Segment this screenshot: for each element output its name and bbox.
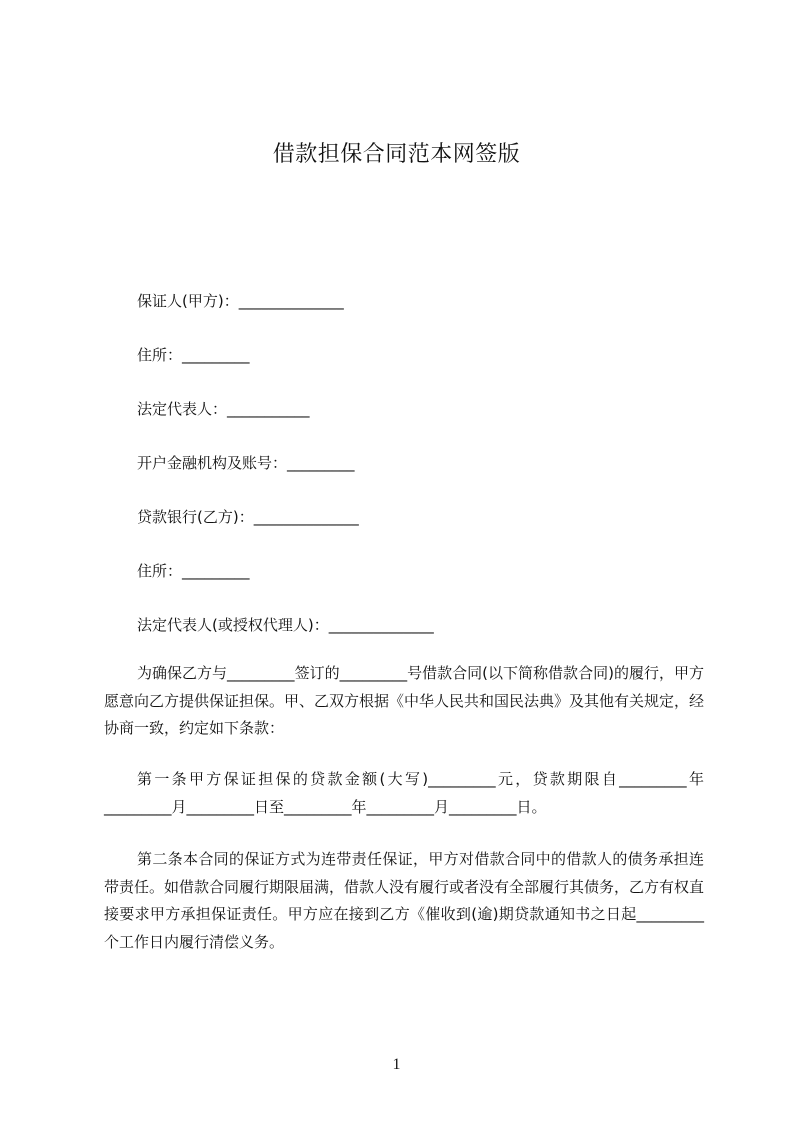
- page-number: 1: [392, 1056, 401, 1073]
- guarantor-address-field: 住所：_________: [137, 346, 250, 364]
- guarantor-legal-rep-field: 法定代表人：___________: [137, 400, 310, 418]
- article-1-paragraph: 第一条甲方保证担保的贷款金额(大写)_________元，贷款期限自_________年_________月_________日至_________年_________月_________日。: [104, 770, 704, 816]
- lender-address-field: 住所：_________: [137, 562, 250, 580]
- guarantor-field: 保证人(甲方)：______________: [137, 292, 344, 310]
- bank-account-field: 开户金融机构及账号：_________: [137, 454, 355, 472]
- lender-legal-rep-field: 法定代表人(或授权代理人)：______________: [137, 616, 434, 634]
- lender-bank-field: 贷款银行(乙方)：______________: [137, 508, 359, 526]
- preamble-paragraph: 为确保乙方与_________签订的_________号借款合同(以下简称借款合同)的履行，甲方愿意向乙方提供保证担保。甲、乙双方根据《中华人民共和国民法典》及其他有关规定，经协商一致，约定如下条款：: [104, 664, 705, 737]
- article-2-paragraph: 第二条本合同的保证方式为连带责任保证，甲方对借款合同中的借款人的债务承担连带责任。如借款合同履行期限届满，借款人没有履行或者没有全部履行其债务，乙方有权直接要求甲方承担保证责任。甲方应在接到乙方《催收到(逾)期贷款通知书之日起_________个工作日内履行清偿义务。: [104, 850, 705, 951]
- document-title: 借款担保合同范本网签版: [272, 142, 521, 167]
